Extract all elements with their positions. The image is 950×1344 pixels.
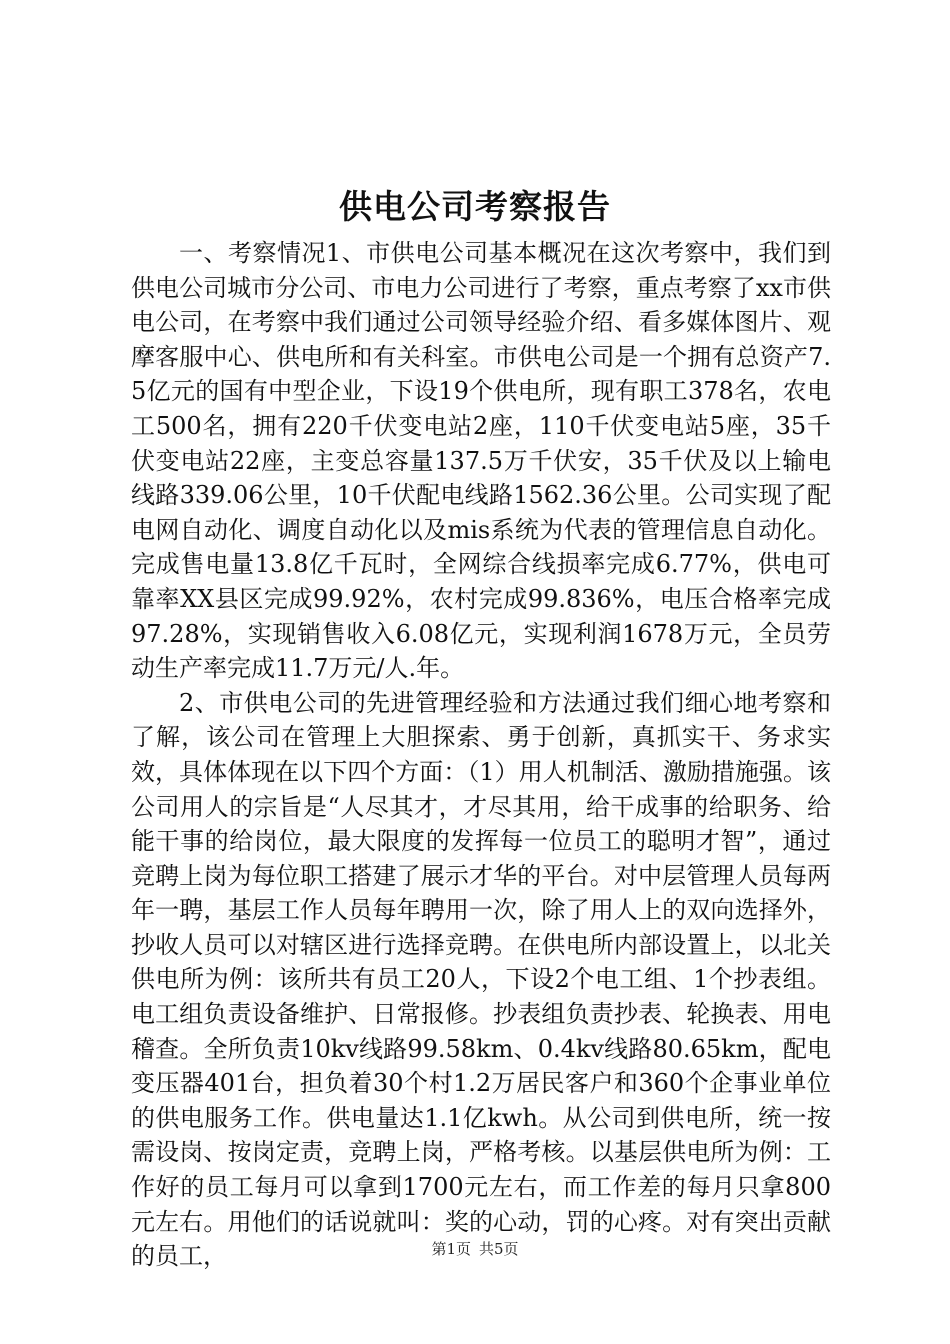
page-footer xyxy=(0,1238,950,1260)
document-title: 供电公司考察报告 xyxy=(339,187,611,226)
page-number: 第1页 xyxy=(431,1240,471,1258)
page-total: 共5页 xyxy=(479,1240,519,1258)
document-body xyxy=(131,236,831,1274)
paragraph-management-experience: 2、市供电公司的先进管理经验和方法通过我们细心地考察和了解，该公司在管理上大胆探索、勇于创新，真抓实干、务求实效，具体体现在以下四个方面：（1）用人机制活、激励措施强。该公司用人的宗旨是“人尽其才，才尽其用，给干成事的给职务、给能干事的给岗位，最大限度的发挥每一位员工的聪明才智”，通过竞聘上岗为每位职工搭建了展示才华的平台。对中层管理人员每两年一聘，基层工作人员每年聘用一次，除了用人上的双向选择外，抄收人员可以对辖区进行选择竞聘。在供电所内部设置上，以北关供电所为例：该所共有员工20人，下设2个电工组、1个抄表组。电工组负责设备维护、日常报修。抄表组负责抄表、轮换表、用电稽查。全所负责10kv线路99.58km、0.4kv线路80.65km，配电变压器401台，担负着30个村1.2万居民客户和360个企事业单位的供电服务工作。供电量达1.1亿kwh。从公司到供电所，统一按需设岗、按岗定责，竞聘上岗，严格考核。以基层供电所为例：工作好的员工每月可以拿到1700元左右，而工作差的每月只拿800元左右。用他们的话说就叫：奖的心动，罚的心疼。对有突出贡献的员工， xyxy=(131,688,831,1271)
paragraph-inspection-overview: 一、考察情况1、市供电公司基本概况在这次考察中，我们到供电公司城市分公司、市电力公司进行了考察，重点考察了xx市供电公司，在考察中我们通过公司领导经验介绍、看多媒体图片、观摩客服中心、供电所和有关科室。市供电公司是一个拥有总资产7.5亿元的国有中型企业，下设19个供电所，现有职工378名，农电工500名，拥有220千伏变电站2座，110千伏变电站5座，35千伏变电站22座，主变总容量137.5万千伏安，35千伏及以上输电线路339.06公里，10千伏配电线路1562.36公里。公司实现了配电网自动化、调度自动化以及mis系统为代表的管理信息自动化。完成售电量13.8亿千瓦时，全网综合线损率完成6.77%，供电可靠率XX县区完成99.92%，农村完成99.836%，电压合格率完成97.28%，实现销售收入6.08亿元，实现利润1678万元，全员劳动生产率完成11.7万元/人.年。 xyxy=(131,239,831,683)
